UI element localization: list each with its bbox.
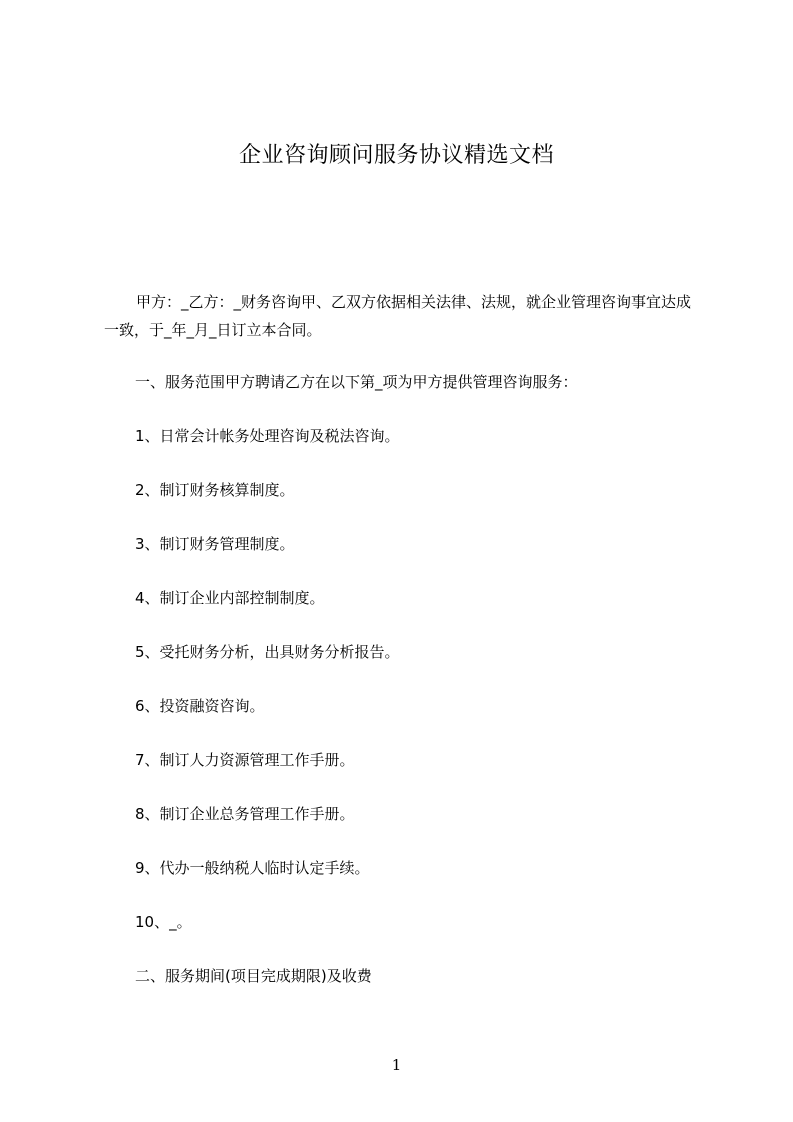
list-item: 3、制订财务管理制度。	[135, 535, 295, 553]
list-item: 1、日常会计帐务处理咨询及税法咨询。	[135, 427, 400, 445]
list-item: 10、_。	[135, 913, 192, 931]
list-item: 7、制订人力资源管理工作手册。	[135, 751, 355, 769]
list-item: 8、制订企业总务管理工作手册。	[135, 805, 355, 823]
intro-paragraph: 甲方：_乙方：_财务咨询甲、乙双方依据相关法律、法规，就企业管理咨询事宜达成一致，于_年_月_日订立本合同。	[104, 293, 692, 339]
section-two-heading: 二、服务期间(项目完成期限)及收费	[135, 967, 372, 985]
list-item: 6、投资融资咨询。	[135, 697, 265, 715]
list-item: 9、代办一般纳税人临时认定手续。	[135, 859, 370, 877]
document-title: 企业咨询顾问服务协议精选文档	[238, 143, 554, 168]
list-item: 2、制订财务核算制度。	[135, 481, 295, 499]
section-one-heading: 一、服务范围甲方聘请乙方在以下第_项为甲方提供管理咨询服务：	[135, 373, 578, 391]
page-number: 1	[391, 1056, 402, 1074]
list-item: 4、制订企业内部控制制度。	[135, 589, 325, 607]
list-item: 5、受托财务分析，出具财务分析报告。	[135, 643, 400, 661]
